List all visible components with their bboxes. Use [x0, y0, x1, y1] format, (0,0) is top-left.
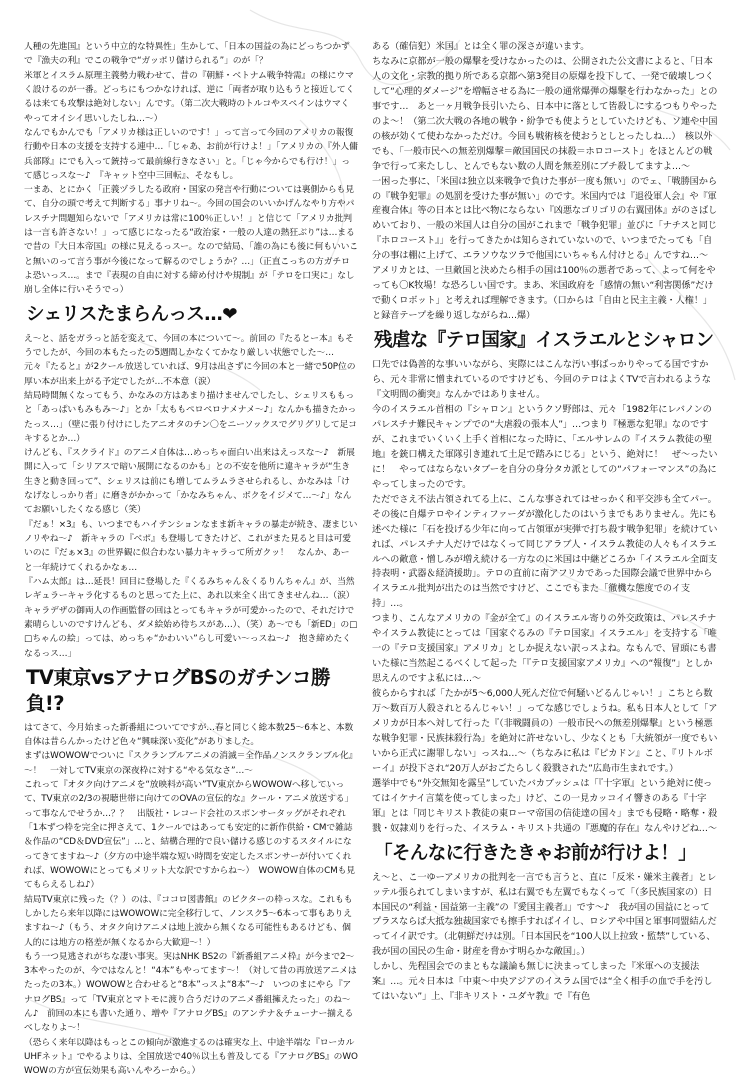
paragraph: ただでさえ不法占領されてる上に、こんな事されてはせっかく和平交渉も全てパー。その後に自爆テロやインティファーダが激化したのはいうまでもありません。先にも述べた様に「石を投げる少年に向って占領軍が実弾で打ち殺す戦争犯罪」を続けていれば、パレスチナ人だけではなくって同じアラブ人・イスラム教徒の人々もイスラエルへの敵意・憎しみが増え続ける一方なのに米国は中継どころか「イスラエル全面支持表明・武器＆経済援助」。テロの直前に南アフリカであった国際会議で世界中からイスラエル批判が出たのは当然ですけど、ここでもまた「徹機な態度でのイ支持」…。	[372, 493, 718, 610]
paragraph: もう一つ見逃されがちな凄い事実。実はNHK BS2の『新番組アニメ枠』が今まで2～3本やったのが、今ではなんと！“4本”もやってます～！（対して昔の再放送アニメはたったの3本。）WOWOWと合わせると“8本”っスよ“8本”～♪ いつのまにやら『アナログBS』って「TV東京とマトモに渡り合うだけのアニメ番組擁えたった」のね～ん♪ 前回の本にも書いた通り、増や『アナログBS』のアンテナ＆チューナー揃えるべしなりよ～！	[24, 951, 357, 1034]
paragraph: 今のイスラエル首相の『シャロン』というクソ野郎は、元々「1982年にレバノンのパレスチナ難民キャンプでの“大虐殺の張本人”」…つまり『極悪な犯罪』なのですが、これまでいくいく上手く首相になった時に、「エルサレムの『イスラム教徒の聖地』を銃口構えた軍隊引き連れて土足で踏みにじる」という、絶対に！ ぜ～ったいに！ やってはならないタブーを自分の身分タカ派としての“パフォーマンス”の為にやってしまったのです。	[372, 403, 718, 490]
paragraph: 一困った事に、「米国は独立以来戦争で負けた事が一度も無い」のでェ、「戦勝国からの『戦争犯罪』の処罰を受けた事が無い」のです。米国内では『退役軍人会』や『軍産複合体』等の日本とは比べ物にならない『凶悪なゴリゴリの右翼団体』がのさばしめいており、一般の米国人は自分の国がこれまで「戦争犯罪」並びに「ナチスと同じ『ホロコースト』」を行ってきたかは知らされていないので、いつまでたっても「自分の事は棚に上げて、エラソウなツラで他国にいちゃもん付けとる」んですね…～	[372, 175, 718, 262]
paragraph: 結局時間無くなってもう、かなみの方はあまり描けませんでしたし、シェリスももっと「あっぱいもみもみ～♪」とか「太ももペロペロナメナメ～♪」なんかも描きたかったっス…」（壁に張り付けにしたアニオタのチン〇をニーソックスでグリグリして足コキするとか…）	[24, 390, 357, 444]
paragraph: はてさて、今月始まった新番組についてですが…春と同じく総本数25～6本と、本数自体は昔らんかったけど色々“興味深い変化”がありました。	[24, 722, 354, 748]
paragraph: ちなみに京都が一般の爆撃を受けなかったのは、公開された公文書によると、「日本人の文化・宗教的拠り所である京都へ第3発目の原爆を投下して、一発で破壊しつくして“心理的ダメージ”を増幅させる為に一般の通常爆弾の爆撃を行わなかった」との事です… あと一ヶ月戦争長引いたら、日本中に落として皆殺しにするつもりやったのよ～！（第二次大戦の各地の戦争・紛争でも使ようとしていたけども、ソ連や中国の核が効くて使わなかっただけ。今回も戦術核を使おうとしとったしね…） 核以外でも、「一般市民への無差別爆撃＝敵国国民の抹殺＝ホロコースト」をほとんどの戦争で行って来たしし、とんでもない数の人間を無差別にブチ殺してますよ…～	[372, 55, 718, 172]
section-heading: TV東京vsアナログBSのガチンコ勝負!?	[26, 665, 330, 715]
paragraph: 人種の先進国』という中立的な特異性」生かして、「日本の国益の為にどっちつかずで『漁夫の利』でこの戦争で“ガッポリ儲けられる”」のが「？	[24, 42, 350, 67]
section-heading: シェリスたまらんっス…❤	[26, 303, 238, 325]
paragraph: 選挙中でも“外交無知を露呈”していたバカブッシュは「『十字軍』という絶対に使ってはイケナイ言葉を使ってしまった」けど、この一見カッコイイ響きのある『十字軍』とは「同じキリスト教徒の東ローマ帝国の信徒達の国々」までも侵略・略奪・殺戮・奴隷刈りを行った、イスラム・キリスト共通の『悪魔的存在』なんやけどね…～	[372, 777, 718, 834]
right-column	[372, 40, 718, 1005]
paragraph: 結局TV東京に残った（？）のは、『ココロ図書館』のビクターの枠っスな。これももしかしたら来年以降にはWOWOWに完全移行して、ノンスク5～6本って事もありえますね～♪（もう、オタク向けアニメは地上波から無くなる可能性もあるけども、個人的には地方の格差が無くなるから大歓迎～！）	[24, 894, 353, 948]
paragraph: アメリカとは、一旦敵国と決めたら相手の国は100％の悪者であって、よって何をやっても〇K牧場！な恐ろしい国です。まあ、米国政府を「感情の無い“利害関係”だけで動くロボット」と考えれば理解できます。（口からは「自由と民主主義・人権！」と録音テープを繰り返しながらね…爆）	[372, 265, 716, 322]
paragraph: 米軍とイスラム原理主義勢力戦わせて、昔の『朝鮮・ベトナム戦争特需』の様にウマく設けるのが一番。どっちにもつかなければ、逆に「両者が取り込もうと接近してくるは来ても攻撃は絶対しない」んです。（第二次大戦時のトルコやスペインはウマくやってオイシイ思いしたしね…～）	[24, 70, 355, 124]
section-heading: 「そんなに行きたきゃお前が行けよ！」	[374, 842, 697, 864]
paragraph: これって『オタク向けアニメを“放映料が高い”TV東京からWOWOWへ移していって、TV東京の2/3の視聴世帯に向けてのOVAの宣伝的な』クール・アニメ放送する」って事なんでせうか…？？ 出版社・レコード会社のスポンサータッグがそれぞれ「1本ずつ枠を完全に押さえて、1クールではあっても安定的に新作供給・CMで雑誌＆作品の“CD＆DVD宣伝”」…と、結構合理的で良い儲ける感じのするスタイルになってきてますね～♪（夕方の中途半端な短い時間を安定したスポンサーが付いてくれれば、WOWOWにとってもメリット大な訳ですからね～） WOWOW自体のCMも見てもらえるしね♪）	[24, 780, 356, 891]
paragraph: 口先では偽善的な事いいながら、実際にはこんな汚い事ばっかりやってる国ですから、元々非常に憎まれているのですけども、今回のテロはよくTVで言われるような『文明間の衝突』なんかではありません。	[372, 359, 711, 401]
paragraph: つまり、こんなアメリカの『金が全て』のイスラエル寄りの外交政策は、パレスチナやイスラム教徒にとっては「国家ぐるみの『テロ国家』イスラエル」を支持する「唯一の『テロ支援国家』アメリカ」としか捉えない訳っスよね。なもんで、冒頭にも書いた様に当然起こるべくして起った「『テロ支援国家アメリカ』への“報復”」としか思えんのですよ私には…～	[372, 613, 717, 685]
paragraph: （恐らく来年以降はもっとこの傾向が激進するのは確実な上、中途半端な『ローカルUHFネット』でやるよりは、全国放送で40％以上も普及してる『アナログBS』のWOWOWの方が宣伝効果も高いんやろーから。）	[24, 1037, 358, 1077]
paragraph: まずはWOWOWでついに『スクランブルアニメの消滅＝全作品ノンスクランブル化』～！ 一対してTV東京の深夜枠に対する“やる気なさ”…～	[24, 751, 358, 776]
left-column	[24, 40, 358, 1079]
paragraph: え～と、こ一ゆーアメリカの批判を一言でも言うと、直に「反米・嫌米主義者」とレッテル張られてしまいますが、私は右翼でも左翼でもなくって「（多民族国家の）日本国民の“利益・国益第一主義”の『愛国主義者』」です～♪ 我が国の国益にとってプラスならば大抵な独裁国家でも擦手すればイイし、ロシアや中国と軍事同盟結んだってイイ訳です。（北朝鮮だけは別。「日本国民を“100人以上拉致・監禁”している、我が国の国民の生命・財産を脅かす明らかな敵国」。）	[372, 871, 717, 958]
paragraph: けんども、『スクライド』のアニメ自体は…めっちゃ面白い出来はえっスな～♪ 新展開に入って「シリアスで暗い展開になるのかも」との不安を他所に違キャラが“生き生きと動き回って”、シェリスは前にも増してムラムラさせられるし、かなみは「けなげなしっかり者」に磨きがかかって「かなみちゃん、ボクをイジメて…～♪」なんてお願いしたくなる感じ（笑）	[24, 448, 355, 516]
paragraph: 彼らからすれば「たかが5～6,000人死んだ位で何騒いどるんじゃい！」こちとら数万～数百万人殺されとるんじゃい！」ってな感じでしょうね。私も日本人として「アメリカが日本へ対して行った『（非戦闘員の）一般市民への無差別爆撃』という極悪な戦争犯罪・民族抹殺行為」を絶対に許せないし、少なくとも「大統領が一度でもいいから正式に謝罪しない」っスね…～（ちなみに私は『ピカドン』こと、『リトルボーイ』が投下され“20万人がおごたらしく殺戮された”広島市生まれです。）	[372, 688, 718, 774]
paragraph: 『だぁ！×3』も、いつまでもハイテンションなまま新キャラの暴走が続き、凄まじいノリやね～♪ 新キャラの『ベポ』も登場してきたけど、これがまた見ると目は可愛いのに『だぁ×3』の世界観に似合わない暴力キャラって所ガクッ！ なんか、あーと一年続けてくれるかなぁ…	[24, 519, 358, 573]
paragraph: なんでもかんでも「アメリカ様は正しいのです！」って言って今回のアメリカの報復行動や日本の支援を支持する連中…「じゃあ、お前が行けよ！」「アメリカの『外人傭兵部隊』にでも入って銃持って最前線行きなさい」と。「じゃ今からでも行け！」って感じっスな～♪ 『キャット空中三回転』、そなもし。	[24, 127, 358, 181]
section-heading: 残虐な『テロ国家』イスラエルとシャロン	[374, 330, 714, 352]
paragraph: え～と、話をガラっと話を変えて、今回の本について～。前回の『たるとー本』もそうでしたが、今回の本もたったの5週間しかなくてかなり厳しい状態でした～… 元々『たると』が2クール放送していれば、9月は出さずに今回の本と一緒で50P位の厚い本が出来上がる予定でしたが…不本意（涙）	[24, 333, 356, 387]
paragraph: 『ハム太郎』は…延長！回目に登場した『くるみちゃん＆くるりんちゃん』が、当然レギュラーキャラ化するものと思ってた上に、あれ以来全く出てきませんね…（涙）キャラデザの御両人の作画監督の回はとってもキャラが可愛かったので、それだけで素晴らしいのですけんども、ダメ絵始め待ちスがあ…）、（笑）あ～でも「新ED」の□□ちゃんの絵」っては、めっちゃ“かわいい”らし可愛い～っスね～♪ 抱き締めたくなるっス…」	[24, 576, 358, 659]
paragraph: ある（確信犯）米国』とは全く罪の深さが違います。	[372, 41, 590, 52]
paragraph: しかし、先程国会でのまともな議論も無しに決まってしまった『米軍への支援法案』…。元々日本は「中東～中央アジアのイスラム国では“全く相手の血で手を汚してはいない”」上、『非キリスト・ユダヤ教』で『有色	[372, 961, 713, 1003]
paragraph: 一まあ、とにかく「正義ヅラしたる政府・国家の発言や行動については裏側からも見て、自分の頭で考えて判断する」事ナリね～。今回の国会のいいかげんなやり方やパレスチナ問題知らないで「アメリカは常に100％正しい！」と信じて「アメリカ批判は一言も許さない！」って感じになったる“政治家・一般の人達の熱狂ぶり”は…まるで昔の『大日本帝国』の様に見えるっスー。なので結局、「誰の為にも後に何もいいこと無いのって言う事が今後になって解るのでしょうか？…」（正直こっちの方ガチロよ恐いっス…。まで『表現の自由に対する締め付けや規制』が「テロを口実に」なし崩し全体に行いそうでっ）	[24, 185, 358, 296]
